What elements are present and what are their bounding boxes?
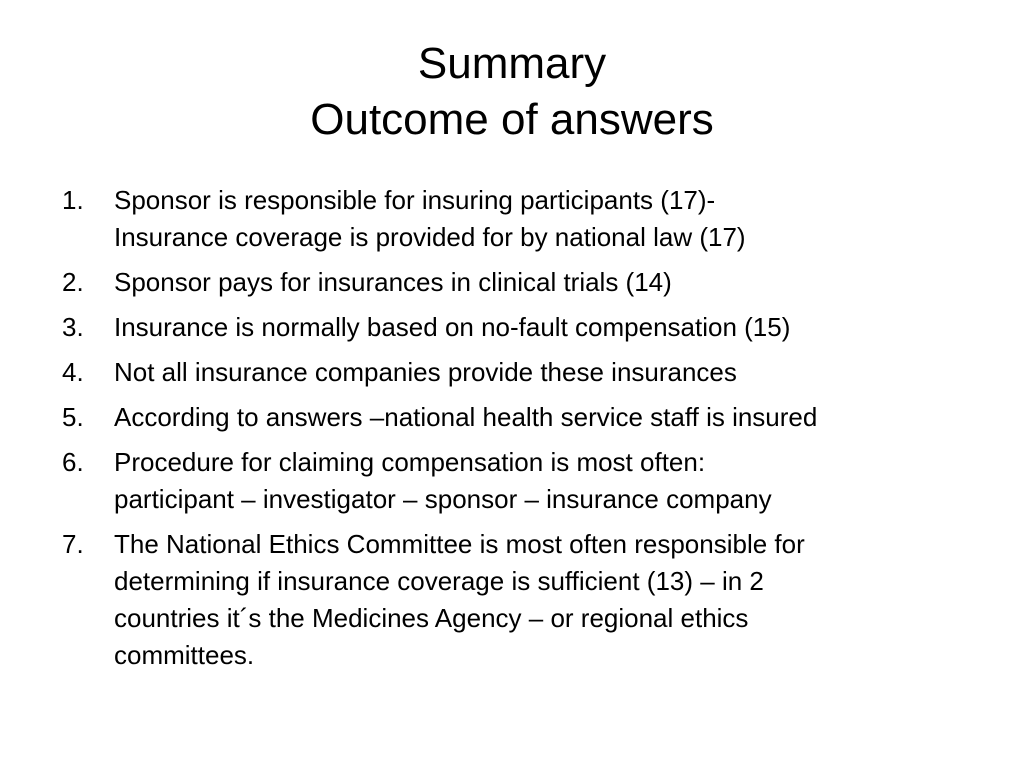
list-item <box>62 309 974 346</box>
list-item <box>62 264 974 301</box>
item-text: According to answers –national health service staff is insured <box>114 402 818 432</box>
item-number: 2. <box>62 267 84 297</box>
summary-list <box>62 182 974 682</box>
list-item <box>62 444 974 518</box>
list-item <box>62 399 974 436</box>
title-line-2: Outcome of answers <box>310 95 714 144</box>
item-number: 4. <box>62 357 84 387</box>
item-text: The National Ethics Committee is most often responsible for determining if insurance coverage is sufficient (13) – in 2 countries it´s the Medicines Agency – or regional ethics committees. <box>114 529 805 670</box>
item-number: 1. <box>62 185 84 215</box>
item-text: Not all insurance companies provide these insurances <box>114 357 737 387</box>
item-number: 5. <box>62 402 84 432</box>
list-item <box>62 354 974 391</box>
item-text: Sponsor pays for insurances in clinical trials (14) <box>114 267 672 297</box>
slide-title <box>60 36 964 148</box>
list-item <box>62 182 974 256</box>
title-line-1: Summary <box>417 39 607 88</box>
item-text: Sponsor is responsible for insuring participants (17)- Insurance coverage is provided for by national law (17) <box>114 185 746 252</box>
item-number: 6. <box>62 447 84 477</box>
item-text: Procedure for claiming compensation is most often: participant – investigator – sponsor – insurance company <box>114 447 772 514</box>
item-number: 7. <box>62 529 84 559</box>
list-item <box>62 526 974 674</box>
item-number: 3. <box>62 312 84 342</box>
item-text: Insurance is normally based on no-fault compensation (15) <box>114 312 791 342</box>
